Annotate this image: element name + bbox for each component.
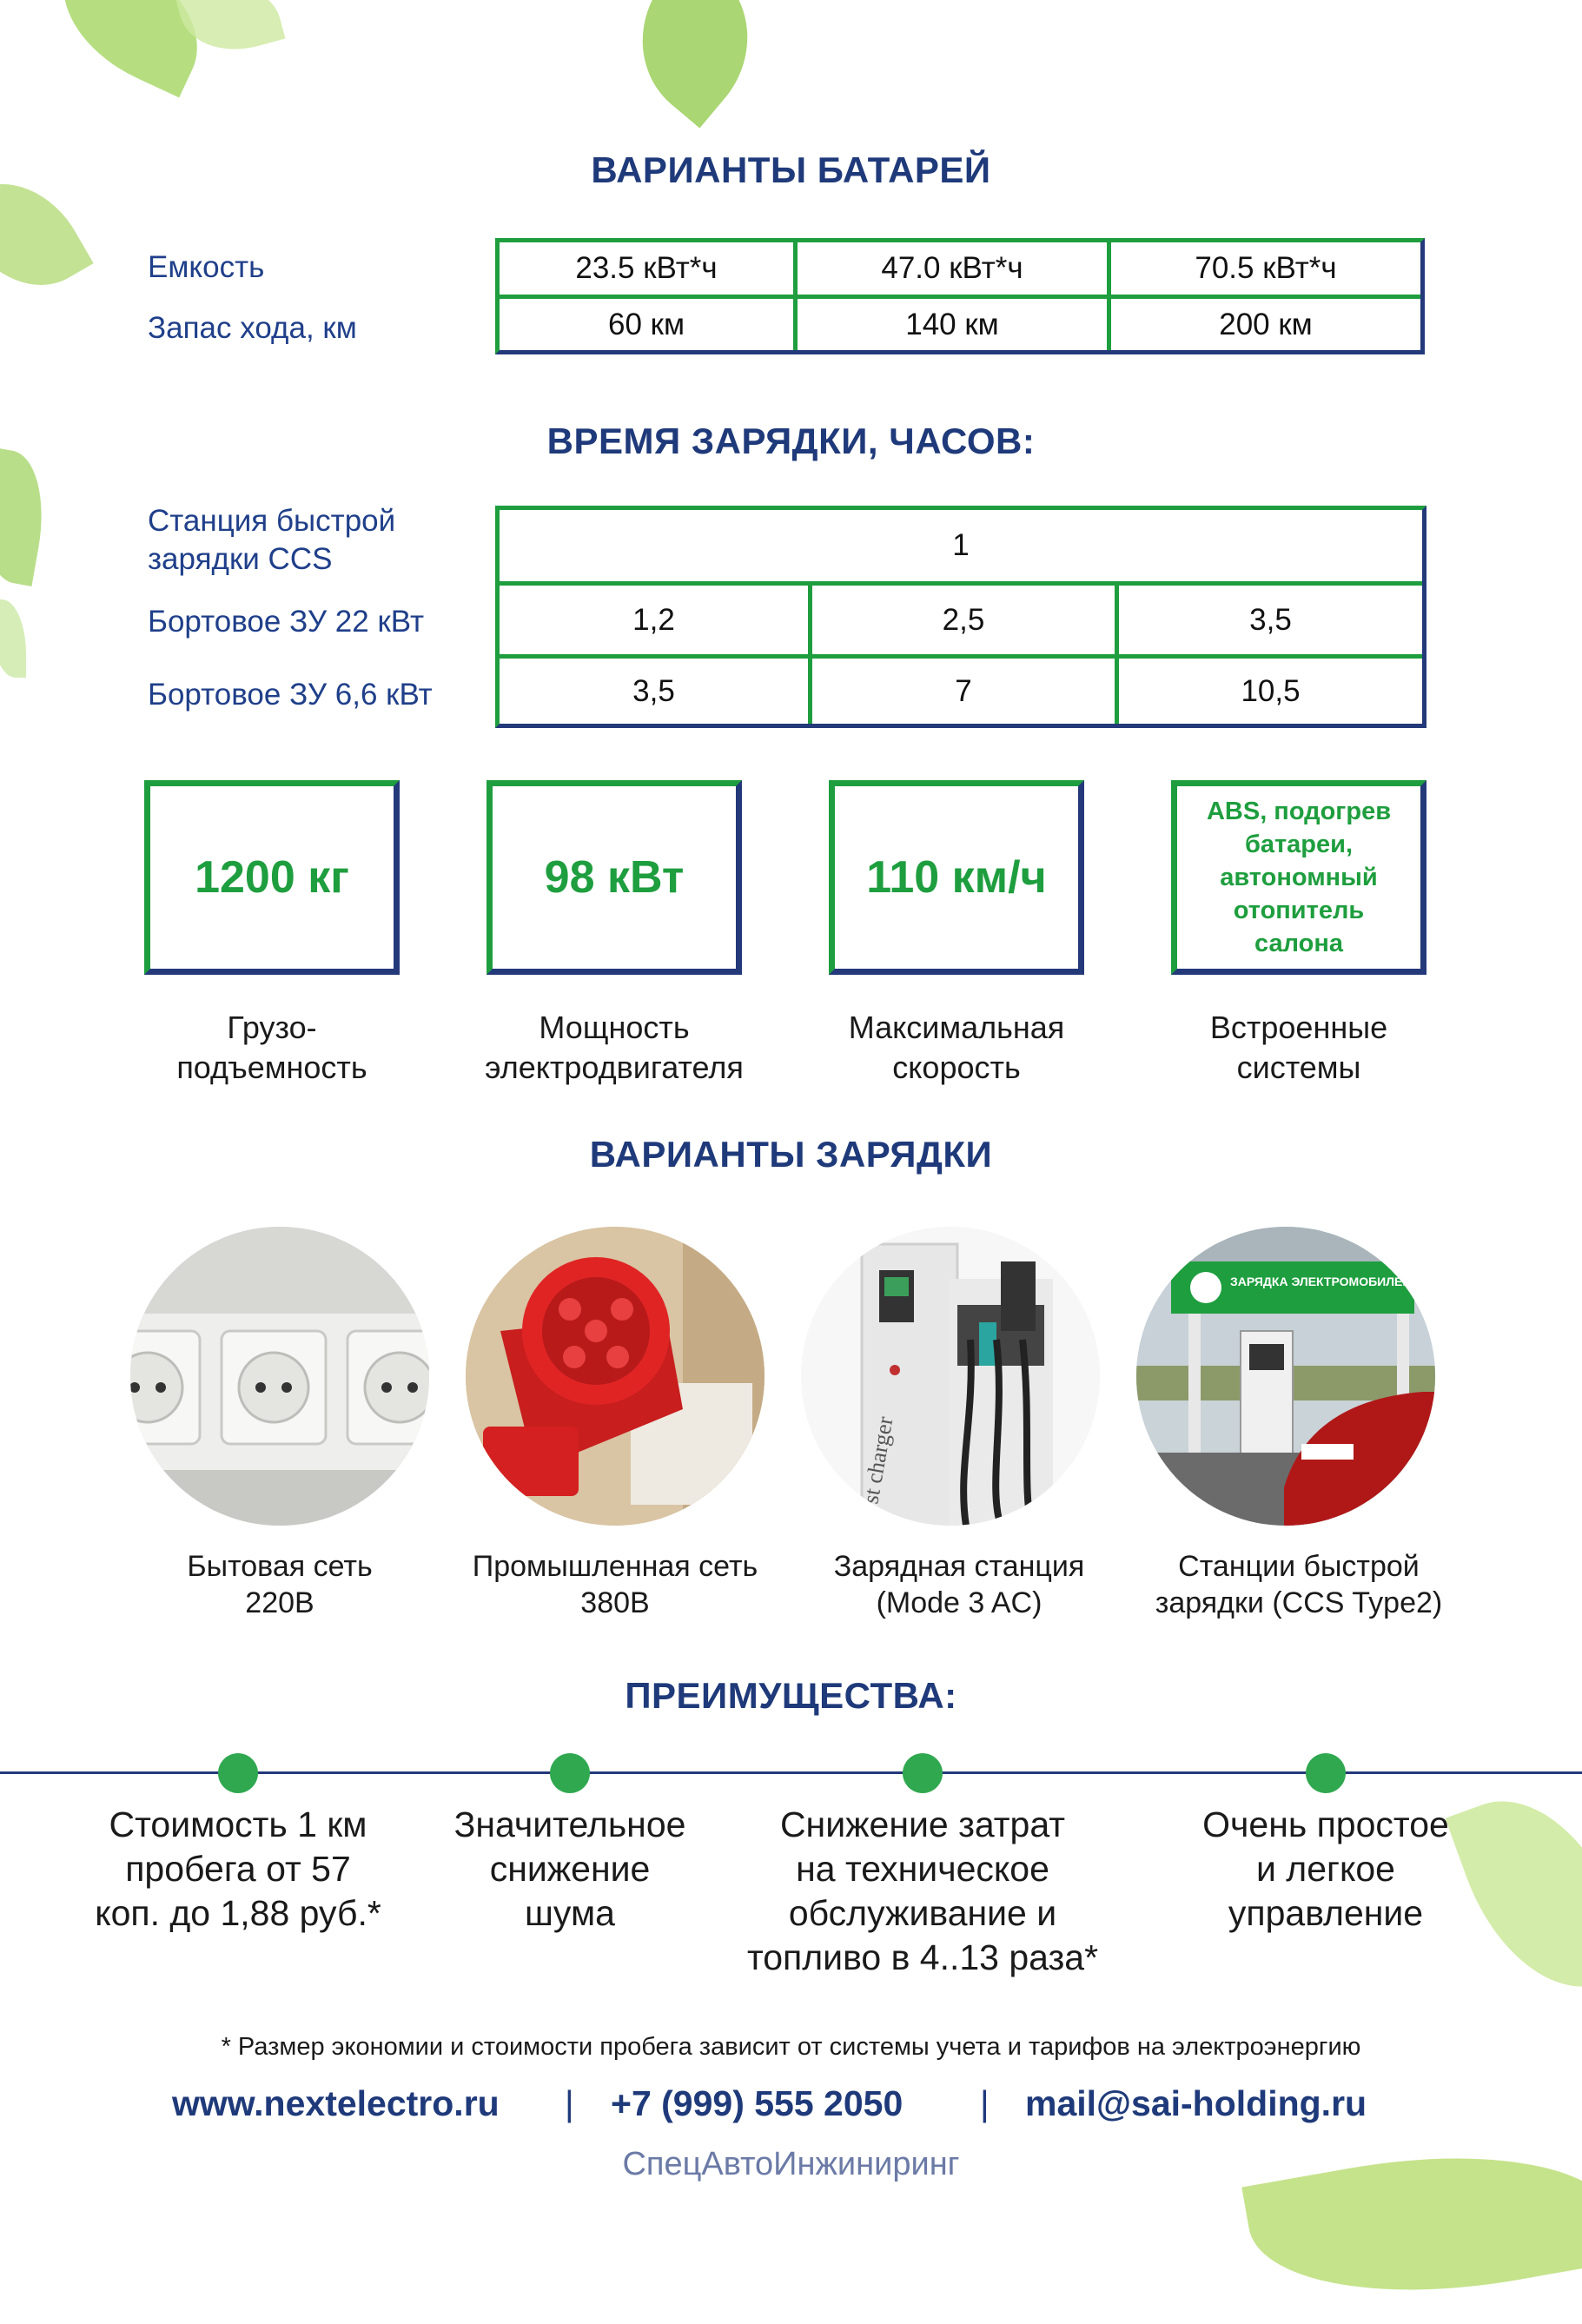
spec-box-payload xyxy=(144,780,400,975)
spec-caption-payload: Грузо- подъемность xyxy=(176,1010,367,1085)
advantage-dot-2 xyxy=(550,1753,590,1793)
advantage-dot-4 xyxy=(1306,1753,1346,1793)
range-cell-3: 200 км xyxy=(1219,307,1313,341)
22kw-cell-3: 3,5 xyxy=(1249,602,1292,637)
row-label-6kw: Бортовое ЗУ 6,6 кВт xyxy=(148,678,433,712)
spec-caption-speed: Максимальная скорость xyxy=(848,1010,1065,1085)
advantage-cost: Стоимость 1 км пробега от 57 коп. до 1,88 руб.* xyxy=(95,1804,381,1933)
spec-caption-power: Мощность электродвигателя xyxy=(485,1010,744,1085)
advantage-control: Очень простое и легкое управление xyxy=(1202,1804,1449,1933)
household-socket-photo xyxy=(130,1227,429,1526)
row-label-22kw: Бортовое ЗУ 22 кВт xyxy=(148,605,424,639)
charging-caption-household: Бытовая сеть 220В xyxy=(187,1550,373,1619)
22kw-cell-1: 1,2 xyxy=(632,602,675,637)
6kw-cell-2: 7 xyxy=(955,673,972,708)
industrial-plug-photo xyxy=(466,1227,765,1526)
capacity-cell-3: 70.5 кВт*ч xyxy=(1195,251,1337,285)
spec-value-speed: 110 км/ч xyxy=(866,852,1047,903)
row-label-ccs: Станция быстрой зарядки CCS xyxy=(148,504,396,576)
row-label-range: Запас хода, км xyxy=(148,311,357,345)
capacity-cell-2: 47.0 кВт*ч xyxy=(881,251,1023,285)
row-label-capacity: Емкость xyxy=(148,250,265,284)
spec-value-systems: ABS, подогрев батареи, автономный отопитель салона xyxy=(1206,798,1392,957)
6kw-cell-3: 10,5 xyxy=(1241,673,1301,708)
station-sign-text: ЗАРЯДКА ЭЛЕКТРОМОБИЛЕЙ xyxy=(1230,1275,1412,1288)
range-cell-2: 140 км xyxy=(905,307,999,341)
22kw-cell-2: 2,5 xyxy=(942,602,985,637)
fast-charging-station-photo xyxy=(1136,1227,1435,1526)
website-link[interactable]: www.nextelectro.ru xyxy=(172,2083,500,2123)
charging-time-title: ВРЕМЯ ЗАРЯДКИ, ЧАСОВ: xyxy=(546,420,1036,461)
spec-caption-systems: Встроенные системы xyxy=(1209,1010,1388,1085)
ccs-cell: 1 xyxy=(952,528,970,562)
advantage-noise: Значительное снижение шума xyxy=(453,1804,686,1933)
spec-box-systems xyxy=(1171,780,1426,975)
footnote: * Размер экономии и стоимости пробега зависит от системы учета и тарифов на электроэнергию xyxy=(221,2033,1361,2061)
battery-table xyxy=(495,238,1425,354)
station-brand-text: st charger xyxy=(857,1414,898,1506)
charging-caption-industrial: Промышленная сеть 380В xyxy=(472,1550,758,1619)
spec-box-speed xyxy=(829,780,1084,975)
advantage-maintenance: Снижение затрат на техническое обслуживание и топливо в 4..13 раза* xyxy=(746,1804,1099,1977)
charging-caption-fast: Станции быстрой зарядки (CCS Type2) xyxy=(1155,1550,1443,1619)
charging-time-table xyxy=(495,506,1426,728)
advantages-title: ПРЕИМУЩЕСТВА: xyxy=(625,1675,957,1716)
contact-separator-2: | xyxy=(980,2083,990,2123)
spec-value-payload: 1200 кг xyxy=(195,852,349,903)
battery-title: ВАРИАНТЫ БАТАРЕЙ xyxy=(591,149,991,190)
charging-options-title: ВАРИАНТЫ ЗАРЯДКИ xyxy=(589,1134,993,1175)
spec-value-power: 98 кВт xyxy=(544,852,685,903)
capacity-cell-1: 23.5 кВт*ч xyxy=(575,251,718,285)
email-link[interactable]: mail@sai-holding.ru xyxy=(1025,2083,1367,2123)
charging-station-photo xyxy=(801,1227,1100,1526)
advantage-dot-3 xyxy=(903,1753,943,1793)
spec-box-power xyxy=(487,780,742,975)
range-cell-1: 60 км xyxy=(607,307,685,341)
phone-link[interactable]: +7 (999) 555 2050 xyxy=(611,2083,904,2123)
contact-separator-1: | xyxy=(565,2083,574,2123)
advantage-dot-1 xyxy=(218,1753,258,1793)
6kw-cell-1: 3,5 xyxy=(632,673,675,708)
charging-caption-station: Зарядная станция (Mode 3 AC) xyxy=(833,1550,1085,1619)
company-name: СпецАвтоИнжиниринг xyxy=(622,2146,960,2182)
